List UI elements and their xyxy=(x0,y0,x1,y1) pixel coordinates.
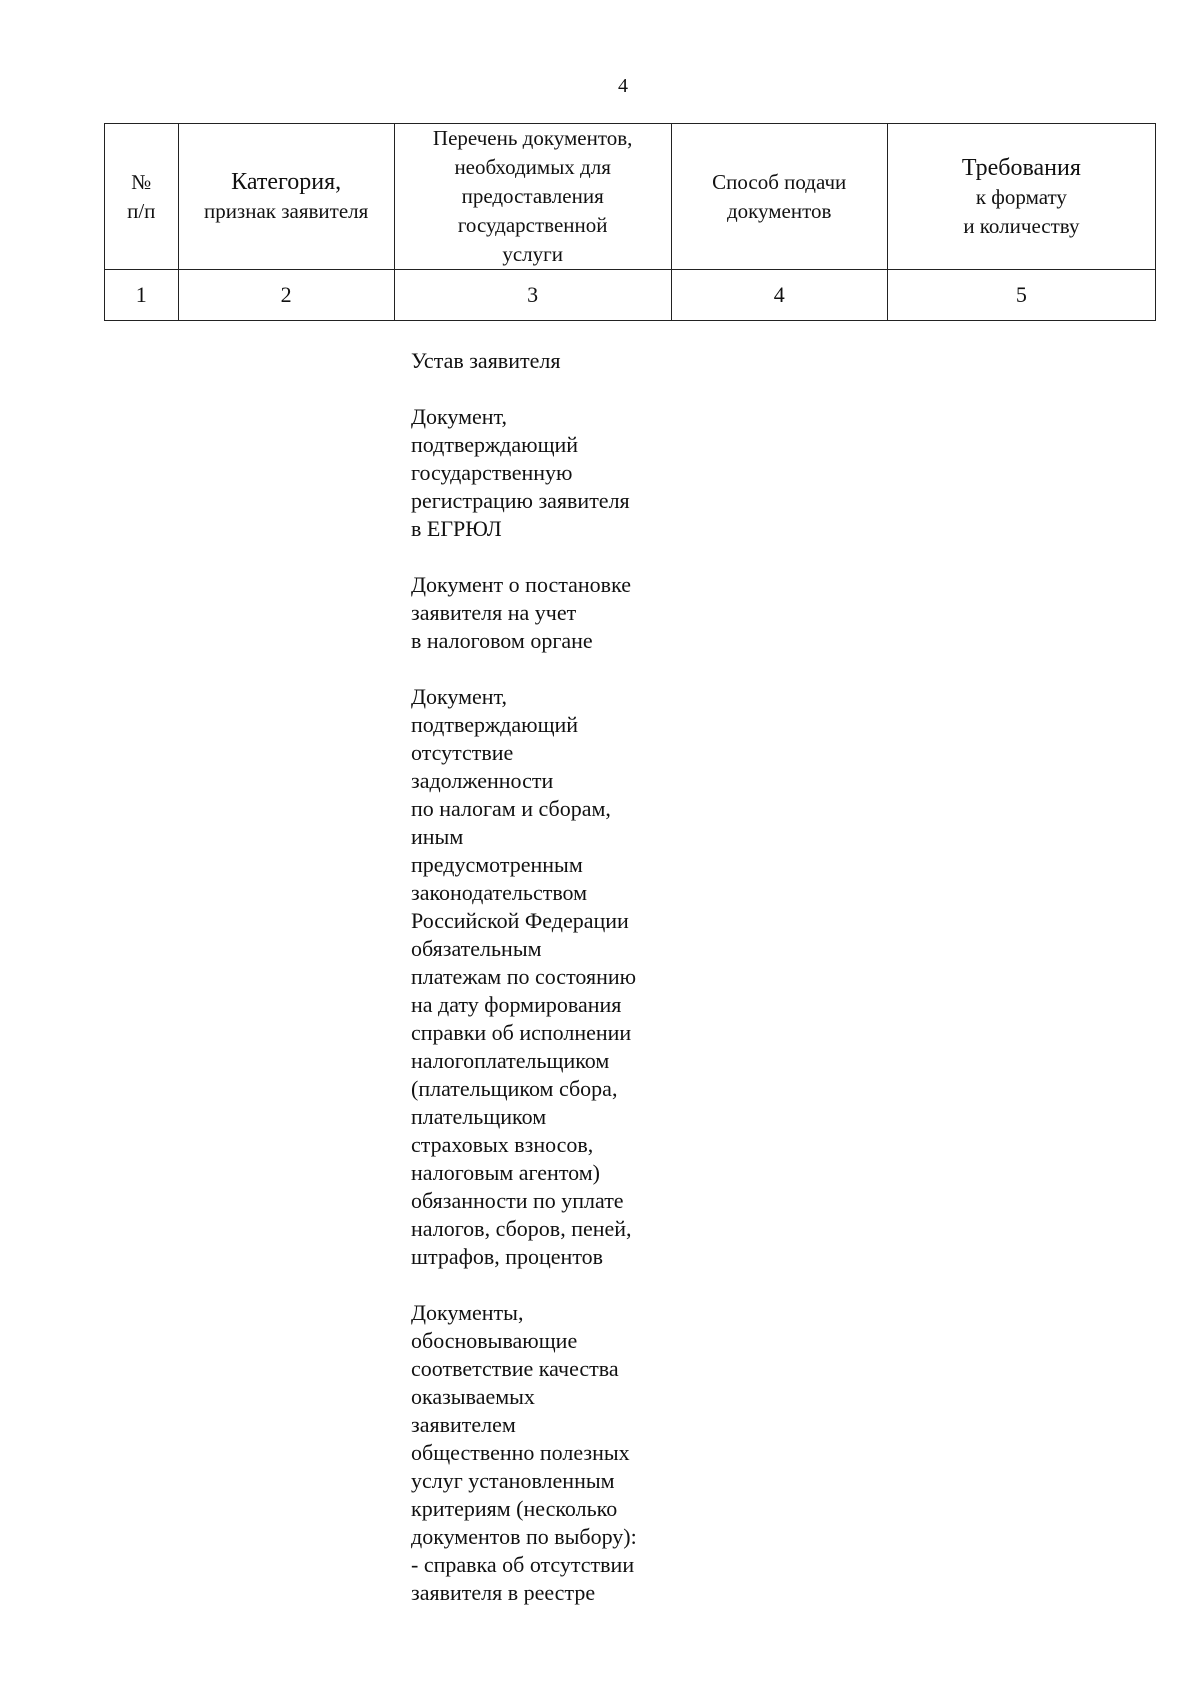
header-document-list-line-1: Перечень документов, xyxy=(432,126,633,150)
document-item-line: обязанности по уплате xyxy=(411,1188,624,1213)
document-item-line: соответствие качества xyxy=(411,1356,619,1381)
document-item xyxy=(411,683,711,1271)
header-document-list xyxy=(394,124,671,270)
document-item-line: налогов, сборов, пеней, xyxy=(411,1216,632,1241)
column-number-row xyxy=(105,270,1156,321)
header-document-list-line-4: государственной xyxy=(457,213,608,237)
header-document-list-line-2: необходимых для xyxy=(454,155,611,179)
document-item-line: услуг установленным xyxy=(411,1468,615,1493)
document-item-line: оказываемых xyxy=(411,1384,535,1409)
header-requirements-line-1: Требования xyxy=(961,154,1081,181)
document-item-line: отсутствие xyxy=(411,740,514,765)
document-item-line: обосновывающие xyxy=(411,1328,578,1353)
header-document-list-line-3: предоставления xyxy=(461,184,604,208)
document-item-line: заявителя на учет xyxy=(411,600,577,625)
document-item-line: в ЕГРЮЛ xyxy=(411,516,502,541)
document-item-line: Документ, xyxy=(411,684,508,709)
document-item-line: Документ о постановке xyxy=(411,572,631,597)
document-item-line: подтверждающий xyxy=(411,712,579,737)
header-submission-method xyxy=(671,124,887,270)
document-item-line: регистрацию заявителя xyxy=(411,488,630,513)
header-requirements-line-3: и количеству xyxy=(963,213,1080,238)
document-item-line: платежам по состоянию xyxy=(411,964,637,989)
document-item-line: заявителем xyxy=(411,1412,516,1437)
header-category xyxy=(178,124,394,270)
column-number-cell: 5 xyxy=(887,270,1155,321)
document-item-line: налоговым агентом) xyxy=(411,1160,600,1185)
column-number-cell: 3 xyxy=(394,270,671,321)
document-item-line: по налогам и сборам, xyxy=(411,796,611,821)
document-item-line: иным xyxy=(411,824,464,849)
document-list xyxy=(411,347,711,1635)
document-item xyxy=(411,347,711,375)
document-item-line: - справка об отсутствии xyxy=(411,1552,635,1577)
document-item xyxy=(411,403,711,543)
document-item-line: общественно полезных xyxy=(411,1440,630,1465)
document-item-line: подтверждающий xyxy=(411,432,579,457)
table-header-row xyxy=(105,124,1156,270)
page-number: 4 xyxy=(618,75,628,97)
document-item-line: критериям (несколько xyxy=(411,1496,618,1521)
document-item-line: справки об исполнении xyxy=(411,1020,632,1045)
header-requirements xyxy=(887,124,1155,270)
column-number-cell: 1 xyxy=(105,270,179,321)
document-item-line: предусмотренным xyxy=(411,852,583,877)
header-number xyxy=(105,124,179,270)
header-submission-method-line-1: Способ подачи xyxy=(712,169,847,194)
header-submission-method-line-2: документов xyxy=(726,198,832,223)
column-number-cell: 2 xyxy=(178,270,394,321)
document-item-line: заявителя в реестре xyxy=(411,1580,596,1605)
document-item-line: плательщиком xyxy=(411,1104,547,1129)
header-number-line-2: п/п xyxy=(127,198,156,223)
column-number-cell: 4 xyxy=(671,270,887,321)
document-item-line: налогоплательщиком xyxy=(411,1048,610,1073)
document-item xyxy=(411,571,711,655)
header-category-line-1: Категория, xyxy=(231,169,342,195)
document-item-line: в налоговом органе xyxy=(411,628,593,653)
document-item-line: задолженности xyxy=(411,768,554,793)
document-item-line: Документ, xyxy=(411,404,508,429)
document-item-line: государственную xyxy=(411,460,573,485)
document-item-line: Российской Федерации xyxy=(411,908,629,933)
document-item-line: на дату формирования xyxy=(411,992,622,1017)
document-item-line: страховых взносов, xyxy=(411,1132,594,1157)
header-document-list-line-5: услуги xyxy=(502,242,563,266)
header-requirements-line-2: к формату xyxy=(975,184,1067,209)
document-item-line: штрафов, процентов xyxy=(411,1244,604,1269)
document-item-line: Устав заявителя xyxy=(411,348,561,373)
documents-table xyxy=(104,123,1156,321)
document-item-line: (плательщиком сбора, xyxy=(411,1076,618,1101)
document-item xyxy=(411,1299,711,1607)
header-number-line-1: № xyxy=(131,169,152,194)
document-item-line: Документы, xyxy=(411,1300,524,1325)
document-item-line: обязательным xyxy=(411,936,542,961)
header-category-line-2: признак заявителя xyxy=(203,199,369,223)
document-item-line: документов по выбору): xyxy=(411,1524,637,1549)
document-item-line: законодательством xyxy=(411,880,588,905)
